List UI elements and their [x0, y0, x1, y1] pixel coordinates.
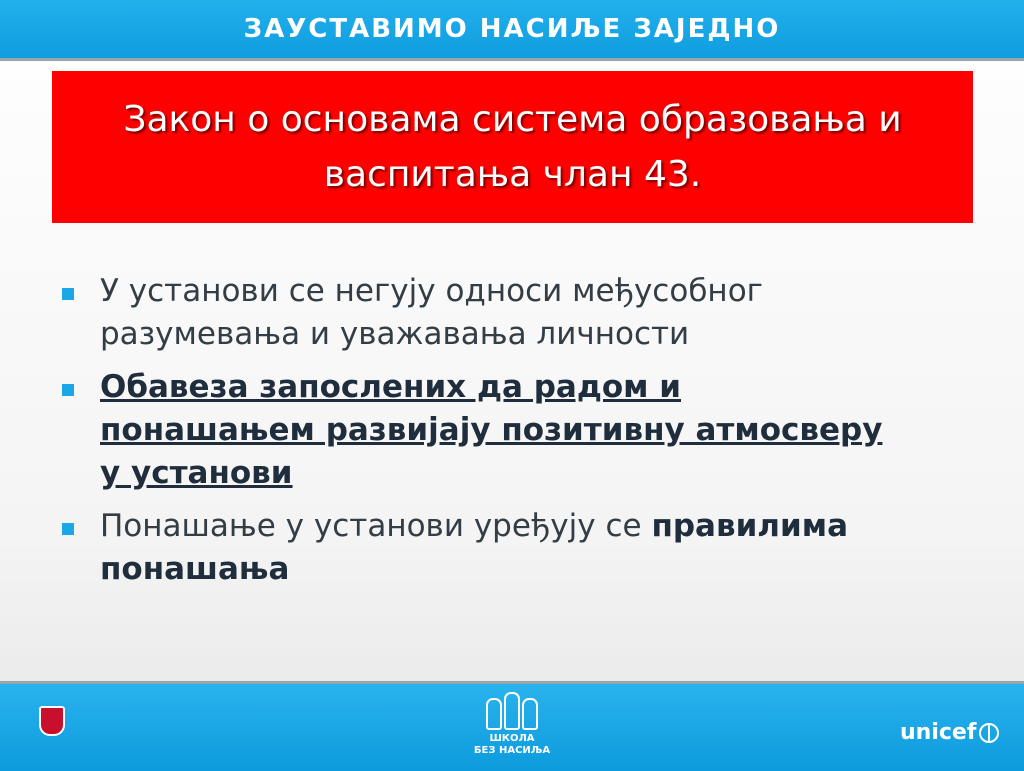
bullet-2-line-2: понашањем развијају позитивну атмосверу: [100, 412, 883, 448]
school-logo-line-2: БЕЗ НАСИЉА: [473, 745, 551, 756]
bullet-1-line-2: разумевања и уважавања личности: [100, 316, 690, 352]
ministry-logo: [14, 706, 90, 766]
bullet-list: [60, 270, 980, 601]
children-figures-icon: [472, 694, 552, 730]
bullet-2-line-1: Обавеза запослених да радом и: [100, 369, 682, 405]
school-without-violence-logo: [472, 694, 552, 770]
bullet-item: [60, 270, 980, 356]
slide-title-line-1: Закон о основама система образовања и: [123, 99, 902, 140]
bullet-item: [60, 505, 980, 591]
bullet-1-line-1: У установи се негују односи међусобног: [100, 273, 763, 309]
serbia-crest-icon: [39, 706, 65, 736]
slide-title-line-2: васпитања члан 43.: [323, 154, 702, 195]
top-banner: [0, 0, 1024, 61]
bullet-3-bold-1: правилима: [651, 508, 848, 544]
bullet-item: [60, 366, 980, 495]
school-logo-text: [472, 733, 552, 757]
bullet-3-bold-2: понашања: [100, 551, 290, 587]
banner-title: ЗАУСТАВИМО НАСИЉЕ ЗАЈЕДНО: [243, 14, 781, 44]
school-logo-line-1: ШКОЛА: [489, 733, 535, 744]
bullet-square-icon: [62, 384, 74, 396]
bullet-3-prefix: Понашање у установи уређују се: [100, 508, 652, 544]
slide-title: [123, 92, 901, 202]
bullet-2-line-3: у установи: [100, 455, 293, 491]
bullet-square-icon: [62, 288, 74, 300]
bullet-square-icon: [62, 523, 74, 535]
unicef-wordmark: unicef: [900, 720, 977, 745]
bottom-banner: [0, 681, 1024, 771]
unicef-globe-icon: [979, 723, 999, 743]
unicef-logo: [900, 720, 999, 745]
slide-title-box: [52, 71, 973, 223]
